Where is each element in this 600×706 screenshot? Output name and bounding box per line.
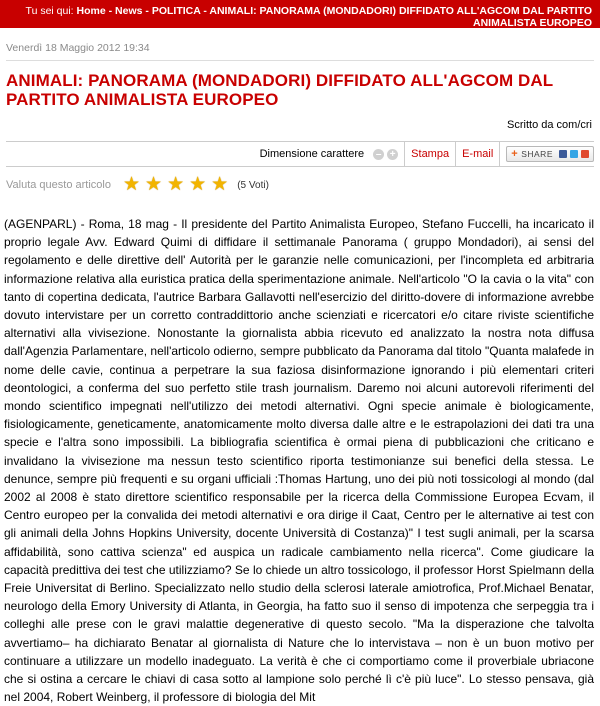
rating-label: Valuta questo articolo [6, 179, 111, 191]
breadcrumb-news[interactable]: News [115, 5, 143, 17]
breadcrumb-separator: - [105, 5, 116, 17]
article-author: Scritto da com/cri [507, 119, 592, 131]
toolbar-divider [499, 142, 500, 166]
breadcrumb-home[interactable]: Home [76, 5, 106, 17]
twitter-icon [570, 150, 578, 158]
article-title: ANIMALI: PANORAMA (MONDADORI) DIFFIDATO ALL'AGCOM DAL PARTITO ANIMALISTA EUROPEO [6, 71, 553, 109]
rating-stars [123, 175, 233, 195]
breadcrumb-politica[interactable]: POLITICA [151, 5, 201, 17]
font-size-label: Dimensione carattere [259, 148, 365, 160]
email-link[interactable]: E-mail [462, 148, 494, 160]
star-5-icon[interactable]: ★ [211, 174, 229, 195]
breadcrumb-separator: - [200, 5, 210, 17]
star-3-icon[interactable]: ★ [167, 174, 185, 195]
article-toolbar [6, 141, 594, 167]
share-button[interactable] [506, 146, 594, 162]
toolbar-divider [404, 142, 405, 166]
facebook-icon [559, 150, 567, 158]
rating-widget [6, 173, 594, 197]
star-1-icon[interactable]: ★ [122, 174, 141, 195]
rating-votes: (5 Voti) [237, 179, 269, 191]
article-date: Venerdì 18 Maggio 2012 19:34 [6, 36, 594, 61]
toolbar-divider [455, 142, 456, 166]
share-label: SHARE [521, 149, 553, 159]
breadcrumb-prefix: Tu sei qui: [25, 5, 77, 17]
breadcrumb [0, 0, 600, 28]
font-decrease-icon[interactable]: – [373, 149, 384, 160]
font-increase-icon[interactable]: + [387, 149, 398, 160]
star-2-icon[interactable]: ★ [145, 174, 163, 195]
star-4-icon[interactable]: ★ [189, 174, 207, 195]
share-plus-icon: + [511, 148, 519, 160]
article-body: (AGENPARL) - Roma, 18 mag - Il presidente del Partito Animalista Europeo, Stefano Fuccelli, ha incaricato il proprio legale Avv. Edward Quimi di diffidare il settimanale Panorama ( gruppo Mondadori), ai sensi del regolamento e delle direttive dell' Autorità per le garanzie nelle comunicazioni, per l'incompleta ed arbitraria informazione relativa alla euristica pratica della sperimentazione animale. Nell'articolo "O la cavia o la vita" con tanto di copertina dedicata, l'autrice Barbara Gallavotti nell'esercizio del diritto-dovere di informazione avrebbe dovuto intervistare per un corretto contraddittorio anche scienziati e ricercatori e/o citare riviste scientifiche alternativi alla vivisezione. Nonostante la giornalista abbia ricevuto ed analizzato la nostra nota diffusa dall'Agenzia Parlamentare, nell'articolo odierno, sempre pubblicato da Panorama dal titolo "Quanta malafede in nome delle cavie, continua a perpetrare la sua faziosa disinformazione ignorando i più elementari criteri deontologici, a conferma del suo perfetto stile trash journalism. Daremo noi alcuni autorevoli riferimenti del mondo scientifico impegnati nell'utilizzo dei metodi alternativi. Ogni specie animale è biologicamente, fisiologicamente, geneticamente, anatomicamente molto diversa dalle altre e le estrapolazioni dei dati tra una specie e l'altra sono impossibili. La bibliografia scientifica è ormai piena di pubblicazioni che criticano e invalidano la vivisezione ma nessun testo scientifico riporta testimonianze sui benefici della stessa. Le denunce, sempre più frequenti e su organi ufficiali :Thomas Hartung, uno dei più noti tossicologi al mondo (dal 2002 al 2008 è stato direttore scientifico responsabile per la ricerca della Commissione Europea Ecvam, il Centro europeo per la convalida dei metodi alternativi e ora dirige il Caat, Centro per le alternative ai test con gli animali della Johns Hopkins University, docente Università di Costanza)" I test sugli animali, per la scarsa affidabilità, sono cattiva scienza" ed auspica un radicale cambiamento nella ricerca". Come giudicare la capacità predittiva dei test che utilizziamo? Se lo chiede un altro tossicologo, il professor Horst Spielmann della Freie Universitat di Berlino. Specializzato nello studio della sclerosi laterale amiotrofica, Prof.Michael Benatar, neurologo della Emory University di Atlanta, in Georgia, ha fatto suo il senso di impotenza che serpeggia tra i colleghi alle prese con le gravi malattie degenerative di questo secolo. "Ma la disperazione che talvolta avvertiamo– ha dichiarato Benatar al giornalista di Nature che lo intervistava – non è un buon motivo per continuare a utilizzare un modello inadeguato. La verità è che ci comportiamo come il proverbiale ubriacone che si ostina a cercare le chiavi di casa sotto al lampione solo perché lì c'è più luce". Lo stesso pensava, già nel 2004, Robert Weinberg, il professore di biologia del Mit [4, 217, 594, 705]
more-share-icon [581, 150, 589, 158]
breadcrumb-current: ANIMALI: PANORAMA (MONDADORI) DIFFIDATO ALL'AGCOM DAL PARTITO ANIMALISTA EUROPEO [209, 5, 592, 29]
print-link[interactable]: Stampa [411, 148, 450, 160]
breadcrumb-separator: - [142, 5, 152, 17]
